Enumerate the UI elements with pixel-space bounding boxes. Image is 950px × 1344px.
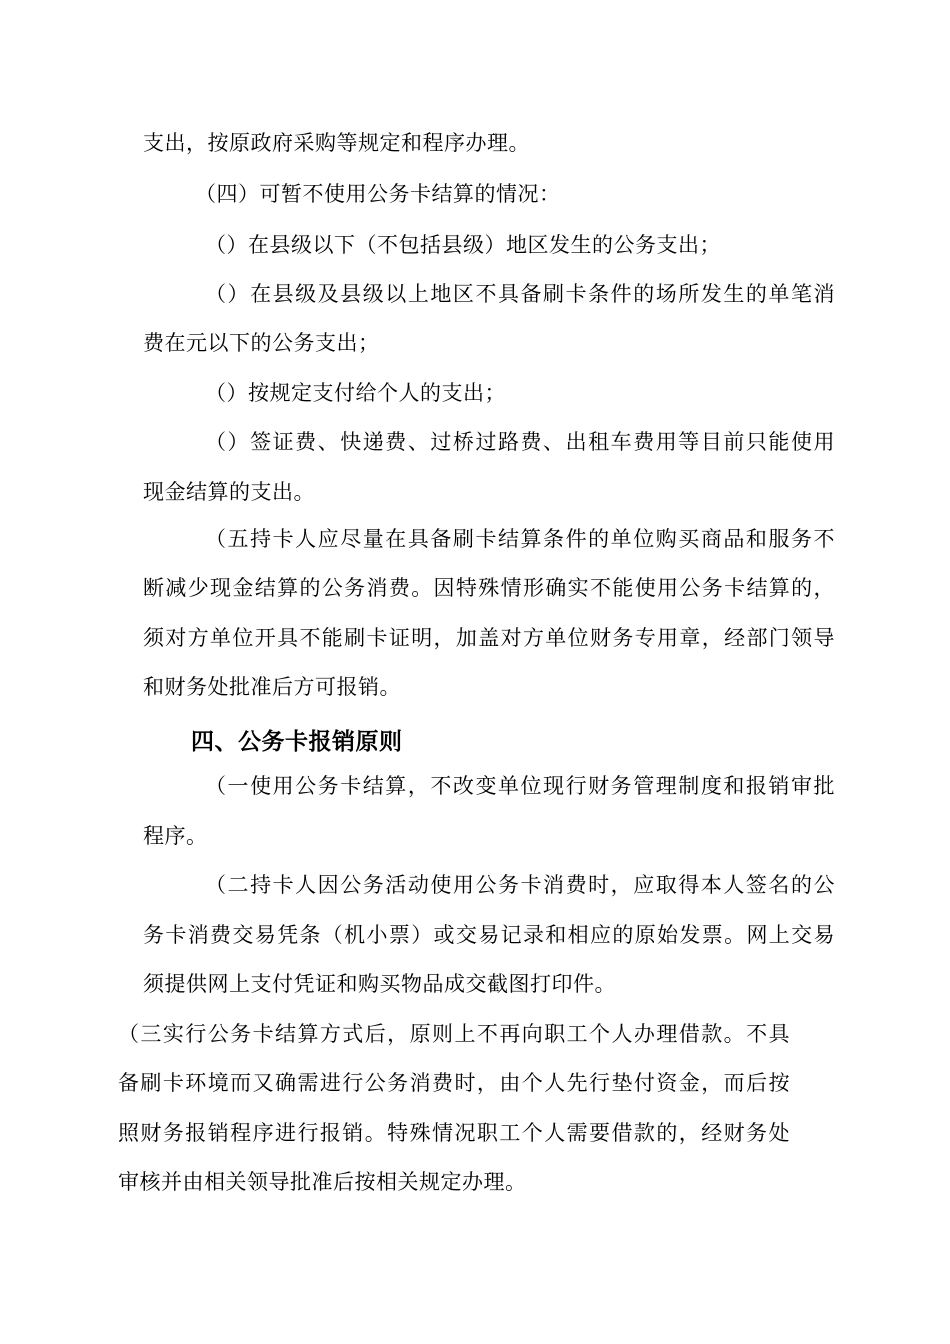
text-line-5: 费在元以下的公务支出； <box>143 331 380 355</box>
text-line-13: （一使用公务卡结算，不改变单位现行财务管理制度和报销审批 <box>205 774 835 798</box>
text-line-1: 支出，按原政府采购等规定和程序办理。 <box>143 131 530 155</box>
text-line-15: （二持卡人因公务活动使用公务卡消费时，应取得本人签名的公 <box>205 873 835 897</box>
text-line-11: 须对方单位开具不能刷卡证明，加盖对方单位财务专用章，经部门领导 <box>143 626 835 650</box>
text-line-4: （）在县级及县级以上地区不具备刷卡条件的场所发生的单笔消 <box>205 282 835 306</box>
text-line-6: （）按规定支付给个人的支出； <box>205 381 506 405</box>
text-line-9: （五持卡人应尽量在具备刷卡结算条件的单位购买商品和服务不 <box>205 527 835 551</box>
text-line-21: 审核并由相关领导批准后按相关规定办理。 <box>118 1170 527 1194</box>
text-line-20: 照财务报销程序进行报销。特殊情况职工个人需要借款的，经财务处 <box>118 1121 790 1145</box>
text-line-2: （四）可暂不使用公务卡结算的情况： <box>195 182 561 206</box>
text-line-10: 断减少现金结算的公务消费。因特殊情形确实不能使用公务卡结算的， <box>143 576 835 600</box>
text-line-12: 和财务处批准后方可报销。 <box>143 675 401 699</box>
text-line-14: 程序。 <box>143 824 208 848</box>
text-line-19: 备刷卡环境而又确需进行公务消费时，由个人先行垫付资金，而后按 <box>118 1071 790 1095</box>
text-line-18: （三实行公务卡结算方式后，原则上不再向职工个人办理借款。不具 <box>118 1022 790 1046</box>
text-line-16: 务卡消费交易凭条（机小票）或交易记录和相应的原始发票。网上交易 <box>143 923 835 947</box>
text-line-7: （）签证费、快递费、过桥过路费、出租车费用等目前只能使用 <box>205 430 835 454</box>
text-line-8: 现金结算的支出。 <box>143 480 315 504</box>
section-heading: 四、公务卡报销原则 <box>191 729 403 755</box>
text-line-3: （）在县级以下（不包括县级）地区发生的公务支出； <box>205 233 721 257</box>
text-line-17: 须提供网上支付凭证和购买物品成交截图打印件。 <box>143 972 616 996</box>
